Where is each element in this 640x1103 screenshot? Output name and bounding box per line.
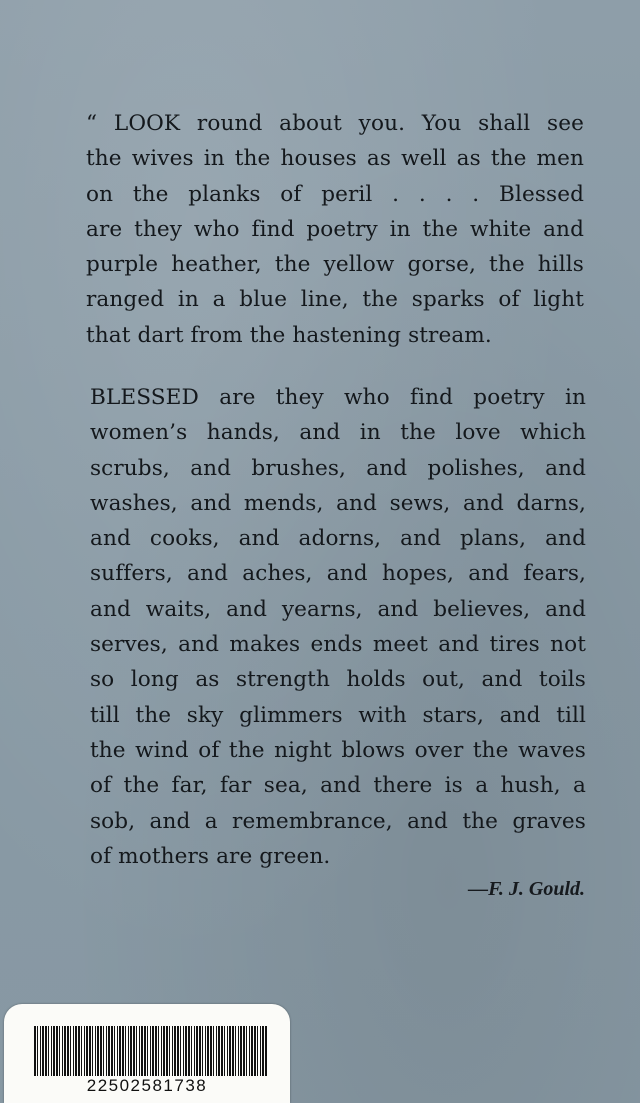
quote-line: suffers, and aches, and hopes, and fears, — [90, 561, 586, 587]
quote-line: of the far, far sea, and there is a hush, a — [90, 773, 586, 799]
quote-line: that dart from the hastening stream. — [86, 322, 492, 348]
quote-line: and waits, and yearns, and believes, and — [90, 596, 586, 622]
quote-line: “ LOOK round about you. You shall see — [86, 111, 584, 136]
quote-paragraph-2 — [90, 380, 586, 874]
quote-attribution: —F. J. Gould. — [468, 878, 585, 900]
quote-line: of mothers are green. — [90, 843, 331, 869]
barcode-icon — [34, 1026, 268, 1076]
quote-line: washes, and mends, and sews, and darns, — [90, 490, 586, 516]
barcode-number: 22502581738 — [86, 1076, 208, 1095]
quote-line: the wives in the houses as well as the men — [86, 146, 584, 172]
quote-line: purple heather, the yellow gorse, the hills — [86, 252, 584, 278]
quote-line: women’s hands, and in the love which — [90, 420, 586, 446]
quote-line: till the sky glimmers with stars, and till — [90, 702, 586, 728]
quote-line: and cooks, and adorns, and plans, and — [90, 526, 586, 552]
quote-line: scrubs, and brushes, and polishes, and — [90, 455, 586, 481]
quote-line: sob, and a remembrance, and the graves — [90, 808, 586, 834]
barcode-label — [4, 1004, 290, 1103]
quote-line: on the planks of peril . . . . Blessed — [86, 181, 584, 207]
quote-line: BLESSED are they who find poetry in — [90, 385, 586, 410]
quote-line: ranged in a blue line, the sparks of light — [86, 287, 584, 313]
quote-line: the wind of the night blows over the waves — [90, 737, 586, 763]
quote-paragraph-1 — [86, 106, 584, 353]
quote-line: so long as strength holds out, and toils — [90, 667, 586, 693]
quote-line: serves, and makes ends meet and tires not — [90, 632, 586, 658]
quote-line: are they who find poetry in the white and — [86, 216, 584, 242]
